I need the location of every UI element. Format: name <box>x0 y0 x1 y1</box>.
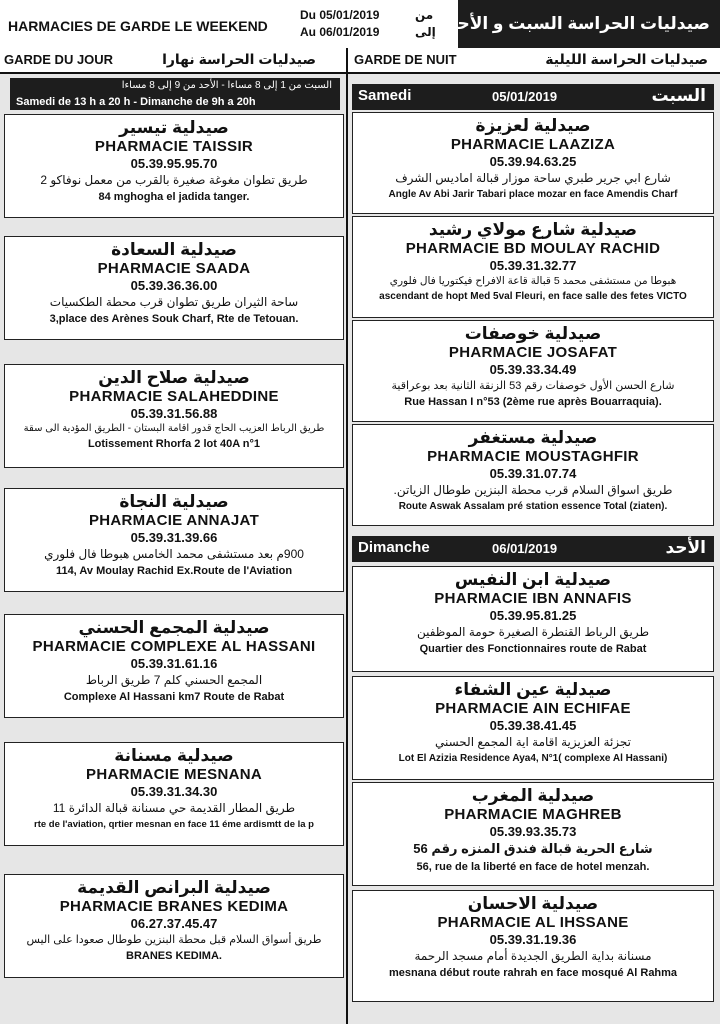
pharmacy-address: Quartier des Fonctionnaires route de Rabat <box>419 643 647 655</box>
pharmacy-address-ar: طريق الرباط العزيب الحاج قدور اقامة البستان - الطريق المؤدية الى سقة <box>23 423 325 434</box>
pharmacy-name: PHARMACIE AL IHSSANE <box>437 914 629 931</box>
pharmacy-address-ar: تجزئة العزيزية اقامة اية المجمع الحسني <box>434 735 632 749</box>
day-column-title-ar: صيدليات الحراسة نهارا <box>162 51 316 67</box>
pharmacy-phone: 05.39.94.63.25 <box>489 154 577 169</box>
pharmacy-card <box>352 112 714 214</box>
pharmacy-address-ar: شارع ابي جرير طبري ساحة موزار قبالة اماديس الشرف <box>395 171 671 185</box>
pharmacy-address-ar: مسنانة بداية الطريق الجديدة أمام مسجد الرحمة <box>414 949 652 963</box>
pharmacy-card <box>352 890 714 1002</box>
pharmacy-name: PHARMACIE MAGHREB <box>444 806 622 823</box>
date-from-ar: من <box>415 8 434 22</box>
pharmacy-name-ar: صيدلية البرانص القديمة <box>77 878 271 897</box>
pharmacy-name-ar: صيدلية لعزيزة <box>475 116 591 135</box>
night-column-title: GARDE DE NUIT <box>354 52 457 67</box>
pharmacy-phone: 05.39.38.41.45 <box>489 718 577 733</box>
pharmacy-card <box>4 488 344 592</box>
pharmacy-card <box>4 742 344 846</box>
pharmacy-name-ar: صيدلية ابن النفيس <box>454 570 612 589</box>
sunday-label: Dimanche <box>358 539 430 556</box>
day-schedule-box <box>10 78 340 110</box>
pharmacy-card <box>4 614 344 718</box>
page-title-ar: صيدليات الحراسة السبت و الأحد <box>447 14 710 33</box>
pharmacy-name: PHARMACIE IBN ANNAFIS <box>434 590 632 607</box>
date-to: Au 06/01/2019 <box>300 25 380 39</box>
pharmacy-name-ar: صيدلية صلاح الدين <box>98 368 250 387</box>
pharmacy-phone: 05.39.36.36.00 <box>130 278 218 293</box>
pharmacy-card <box>352 782 714 886</box>
pharmacy-phone: 05.39.95.95.70 <box>130 156 218 171</box>
pharmacy-address-ar: هبوطا من مستشفى محمد 5 قبالة قاعة الافراح فيكتوريا فال فلوري <box>389 275 677 287</box>
pharmacy-card <box>352 320 714 422</box>
pharmacy-address: Angle Av Abi Jarir Tabari place mozar en face Amendis Charf <box>388 189 678 200</box>
pharmacy-address: Complexe Al Hassani km7 Route de Rabat <box>63 691 285 703</box>
night-column-title-ar: صيدليات الحراسة الليلية <box>545 51 708 67</box>
pharmacy-name-ar: صيدلية المغرب <box>471 786 595 805</box>
pharmacy-card <box>4 364 344 468</box>
pharmacy-address: mesnana début route rahrah en face mosqué Al Rahma <box>388 967 678 979</box>
pharmacy-card <box>4 114 344 218</box>
pharmacy-address-ar: طريق المطار القديمة حي مسنانة قبالة الدائرة 11 <box>52 801 296 815</box>
pharmacy-name: PHARMACIE JOSAFAT <box>448 344 618 361</box>
pharmacy-name-ar: صيدلية النجاة <box>119 492 229 511</box>
pharmacy-address-ar: 900م بعد مستشفى محمد الخامس هبوطا فال فلوري <box>44 547 304 561</box>
pharmacy-card <box>352 566 714 672</box>
pharmacy-card <box>352 424 714 526</box>
pharmacy-address-ar: ساحة الثيران طريق تطوان قرب محطة الطكسيات <box>49 295 299 309</box>
pharmacy-name: PHARMACIE LAAZIZA <box>450 136 616 153</box>
pharmacy-name: PHARMACIE ANNAJAT <box>88 512 260 529</box>
day-column-header <box>0 48 346 74</box>
pharmacy-phone: 05.39.31.32.77 <box>489 258 577 273</box>
pharmacy-name-ar: صيدلية الاحسان <box>467 894 599 913</box>
saturday-label: Samedi <box>358 87 412 104</box>
page-title: HARMACIES DE GARDE LE WEEKEND <box>8 18 268 34</box>
pharmacy-address-ar: شارع الحرية قبالة فندق المنزه رقم 56 <box>413 841 653 856</box>
pharmacy-address: 56, rue de la liberté en face de hotel menzah. <box>416 861 650 873</box>
pharmacy-phone: 05.39.31.34.30 <box>130 784 218 799</box>
pharmacy-address: Lotissement Rhorfa 2 lot 40A n°1 <box>87 438 261 450</box>
pharmacy-address: rte de l'aviation, qrtier mesnan en face 11 éme ardismtt de la p <box>34 819 314 830</box>
pharmacy-address: 3,place des Arènes Souk Charf, Rte de Tetouan. <box>49 313 299 325</box>
pharmacy-name: PHARMACIE MESNANA <box>86 766 262 783</box>
pharmacy-card <box>352 676 714 780</box>
pharmacy-phone: 06.27.37.45.47 <box>130 916 218 931</box>
pharmacy-address-ar: المجمع الحسني كلم 7 طريق الرباط <box>85 673 263 687</box>
pharmacy-phone: 05.39.95.81.25 <box>489 608 577 623</box>
saturday-band <box>352 84 714 110</box>
day-schedule-fr: Samedi de 13 h a 20 h - Dimanche de 9h a 20h <box>16 96 256 108</box>
pharmacy-name-ar: صيدلية المجمع الحسني <box>78 618 270 637</box>
pharmacy-card <box>4 236 344 340</box>
pharmacy-card <box>4 874 344 978</box>
pharmacy-address: 84 mghogha el jadida tanger. <box>98 191 250 203</box>
pharmacy-name-ar: صيدلية عين الشفاء <box>454 680 612 699</box>
sunday-band <box>352 536 714 562</box>
pharmacy-address: ascendant de hopt Med 5val Fleuri, en face salle des fetes VICTO <box>379 291 687 302</box>
pharmacy-name: PHARMACIE MOUSTAGHFIR <box>427 448 639 465</box>
saturday-label-ar: السبت <box>651 86 706 105</box>
pharmacy-card <box>352 216 714 318</box>
pharmacy-address-ar: طريق أسواق السلام قبل محطة البنزين طوطال صعودا على اليس <box>26 934 322 946</box>
pharmacy-address: Route Aswak Assalam pré station essence Total (ziaten). <box>398 501 668 512</box>
night-column-header <box>348 48 720 74</box>
pharmacy-name-ar: صيدلية شارع مولاي رشيد <box>428 220 638 239</box>
pharmacy-phone: 05.39.31.07.74 <box>489 466 577 481</box>
pharmacy-phone: 05.39.93.35.73 <box>489 824 577 839</box>
pharmacy-name-ar: صيدلية خوصفات <box>464 324 602 343</box>
pharmacy-name: PHARMACIE SAADA <box>97 260 251 277</box>
pharmacy-address: Rue Hassan I n°53 (2ème rue après Bouarraquia). <box>404 396 662 408</box>
pharmacy-address-ar: طريق اسواق السلام قرب محطة البنزين طوطال الزياتن. <box>393 483 673 497</box>
sunday-label-ar: الأحد <box>665 538 706 557</box>
pharmacy-name: PHARMACIE COMPLEXE AL HASSANI <box>32 638 316 655</box>
pharmacy-phone: 05.39.31.19.36 <box>489 932 577 947</box>
pharmacy-name: PHARMACIE BRANES KEDIMA <box>59 898 289 915</box>
pharmacy-phone: 05.39.33.34.49 <box>489 362 577 377</box>
pharmacy-phone: 05.39.31.56.88 <box>130 406 218 421</box>
sunday-date: 06/01/2019 <box>492 541 558 556</box>
header-bar <box>0 0 720 48</box>
pharmacy-name-ar: صيدلية تيسير <box>119 118 229 137</box>
column-divider <box>346 48 348 1024</box>
pharmacy-name: PHARMACIE TAISSIR <box>94 138 254 155</box>
pharmacy-name: PHARMACIE SALAHEDDINE <box>69 388 279 405</box>
day-schedule-ar: السبت من 1 إلى 8 مساءا - الأحد من 9 إلى 8 مساءا <box>121 80 332 91</box>
pharmacy-address-ar: طريق تطوان مغوغة صغيرة بالقرب من معمل نوفاكو 2 <box>40 173 308 187</box>
pharmacy-name: PHARMACIE AIN ECHIFAE <box>435 700 631 717</box>
pharmacy-name: PHARMACIE BD MOULAY RACHID <box>405 240 661 257</box>
pharmacy-name-ar: صيدلية مسنانة <box>114 746 234 765</box>
date-from: Du 05/01/2019 <box>300 8 380 22</box>
pharmacy-name-ar: صيدلية مستغفر <box>468 428 598 447</box>
pharmacy-address: 114, Av Moulay Rachid Ex.Route de l'Aviation <box>55 565 293 577</box>
pharmacy-address: BRANES KEDIMA. <box>126 950 222 962</box>
pharmacy-phone: 05.39.31.39.66 <box>130 530 218 545</box>
pharmacy-address-ar: شارع الحسن الأول خوصفات رقم 53 الزنقة الثانية بعد بوعراقية <box>391 380 675 392</box>
day-column-title: GARDE DU JOUR <box>4 52 114 67</box>
header-title-ar-box <box>447 0 720 48</box>
saturday-date: 05/01/2019 <box>492 89 558 104</box>
pharmacy-address: Lot El Azizia Residence Aya4, N°1( complexe Al Hassani) <box>398 753 668 764</box>
pharmacy-address-ar: طريق الرباط القنطرة الصغيرة حومة الموظفين <box>416 625 650 639</box>
date-to-ar: إلى <box>415 25 436 39</box>
pharmacy-phone: 05.39.31.61.16 <box>130 656 218 671</box>
pharmacy-name-ar: صيدلية السعادة <box>111 240 237 259</box>
